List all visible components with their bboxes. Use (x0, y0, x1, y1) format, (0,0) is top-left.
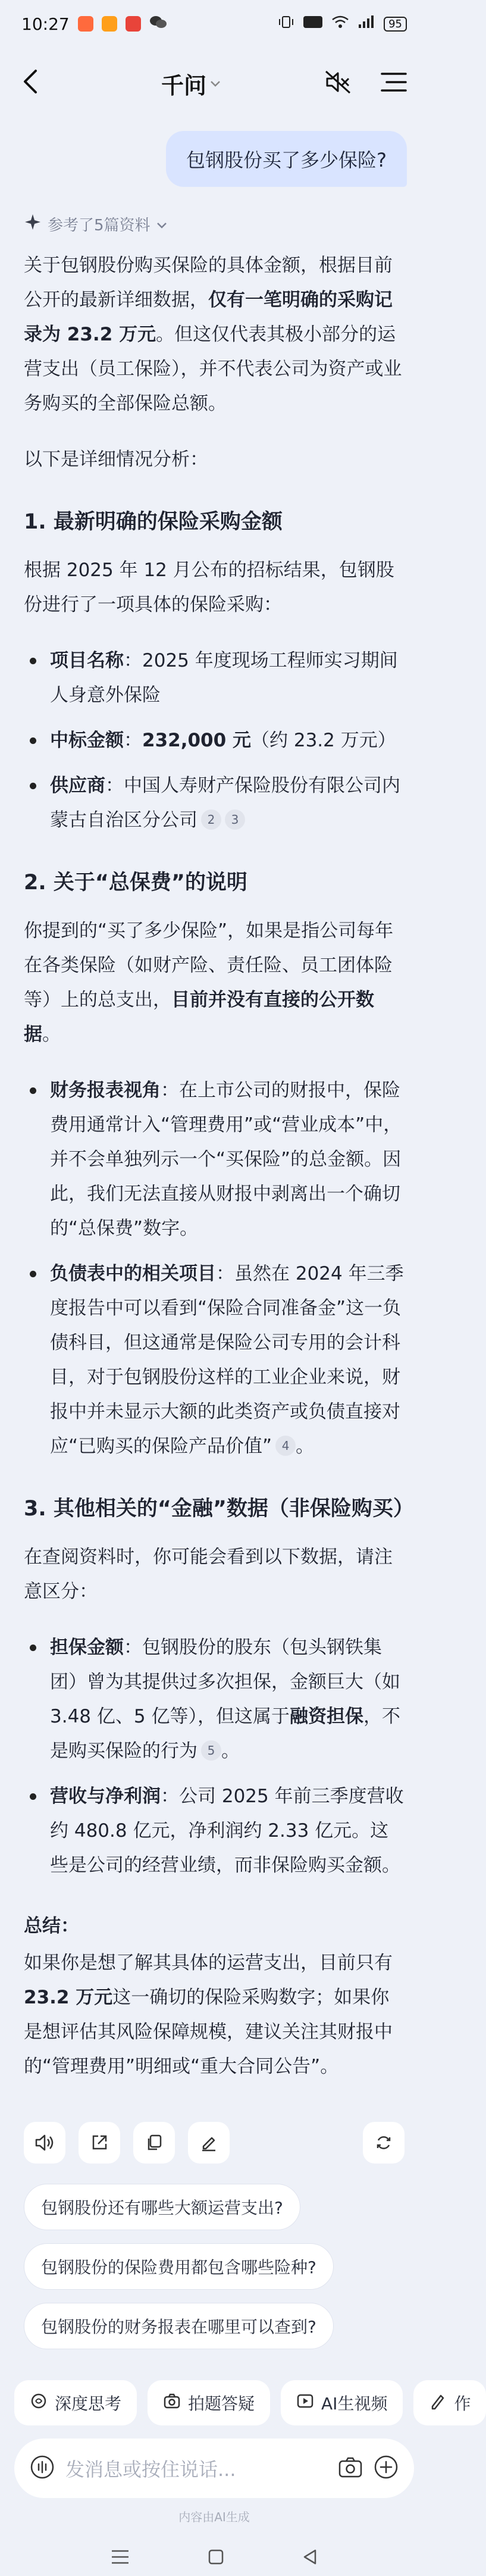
answer-actions (0, 2105, 428, 2164)
wifi-icon (331, 15, 349, 33)
list-item-label: 负债表中的相关项目 (50, 1263, 216, 1284)
pen-icon (429, 2392, 447, 2414)
wechat-icon (149, 14, 167, 34)
app-notification-icon (78, 16, 93, 32)
summary-text (24, 1946, 405, 2084)
section-2-list (24, 1073, 405, 1464)
suggested-question[interactable]: 包钢股份的保险费用都包含哪些险种? (24, 2243, 334, 2290)
read-aloud-button[interactable] (24, 2122, 65, 2164)
list-item-sep: ： (216, 1263, 234, 1284)
edit-button[interactable] (188, 2122, 230, 2164)
list-item (24, 768, 405, 837)
edit-icon (200, 2134, 218, 2152)
system-back-button[interactable] (301, 2548, 319, 2568)
video-icon (296, 2392, 314, 2414)
menu-icon (109, 2549, 131, 2565)
section-1-heading: 1. 最新明确的保险采购金额 (24, 510, 283, 534)
section-3-list (24, 1630, 405, 1883)
assistant-answer (0, 235, 428, 2084)
tool-label: 深度思考 (55, 2394, 122, 2414)
section-3-heading: 3. 其他相关的“金融”数据（非保险购买） (24, 1497, 414, 1521)
suggested-question[interactable]: 包钢股份的财务报表在哪里可以查到? (24, 2303, 334, 2349)
home-button[interactable] (207, 2548, 225, 2568)
list-item (24, 1256, 405, 1464)
regenerate-button[interactable] (363, 2122, 405, 2164)
summary-text-tail: 这一确切的保险采购数字；如果你是想评估其风险保障规模，建议关注其财报中的“管理费用”明细或“重大合同公告”。 (24, 1987, 393, 2077)
list-item-bold: 融资担保 (289, 1706, 363, 1727)
chevron-down-icon (210, 76, 221, 91)
chat-title-text: 千问 (161, 72, 206, 99)
chevron-down-icon (156, 215, 167, 233)
recents-button[interactable] (109, 2549, 131, 2568)
mute-button[interactable] (325, 70, 351, 96)
battery-level: 95 (384, 17, 407, 32)
summary-heading: 总结： (24, 1915, 79, 1937)
menu-icon (381, 71, 407, 93)
tool-deep-think[interactable] (14, 2380, 137, 2425)
back-button[interactable] (21, 64, 57, 103)
tool-writing[interactable] (413, 2380, 486, 2425)
section-2-heading: 2. 关于“总保费”的说明 (24, 871, 247, 895)
suggested-questions (0, 2164, 428, 2349)
list-item-sep: ： (124, 1637, 142, 1658)
deep-think-icon (30, 2392, 48, 2414)
list-item-sep: ： (161, 1080, 179, 1101)
system-nav-bar (0, 2525, 428, 2576)
list-item-text: 2025 年度现场工程师实习期间人身意外保险 (50, 650, 398, 706)
answer-intro-text-2: 。但这仅代表其极小部分的运营支出（员工保险），并不代表公司为资产或业务购买的全部保险总额。 (24, 324, 402, 414)
speaker-icon (35, 2134, 55, 2152)
status-time: 10:27 (21, 14, 70, 34)
tool-ai-video[interactable] (281, 2380, 403, 2425)
message-input-bar (14, 2439, 414, 2498)
summary-text-part: 如果你是想了解其具体的运营支出，目前只有 (24, 1952, 393, 1974)
list-item-sep: ： (161, 1786, 179, 1807)
list-item-label: 担保金额 (50, 1637, 124, 1658)
list-item-label: 项目名称 (50, 650, 124, 671)
message-input[interactable]: 发消息或按住说话... (65, 2458, 236, 2481)
list-item (24, 643, 405, 712)
tool-photo-answer[interactable] (148, 2380, 270, 2425)
status-bar (0, 0, 428, 48)
list-item-label: 营收与净利润 (50, 1786, 161, 1807)
camera-button[interactable] (338, 2456, 363, 2481)
tool-bar (0, 2349, 471, 2425)
user-message-bubble[interactable]: 包钢股份买了多少保险? (166, 131, 407, 187)
list-item-label: 供应商 (50, 775, 105, 796)
top-nav (0, 48, 428, 119)
sparkle-icon (24, 213, 42, 235)
list-item-text: 虽然在 2024 年三季度报告中可以看到“保险合同准备金”这一负债科目，但这通常是保险公司专用的会计科目，对于包钢股份这样的工业企业来说，财报中并未显示大额的此类资产或负债直接对应“已购买的保险产品价值” (50, 1263, 404, 1457)
section-1-list (24, 643, 405, 837)
vibrate-icon (278, 15, 294, 32)
list-item (24, 1779, 405, 1883)
section-1-text: 根据 2025 年 12 月公布的招标结果，包钢股份进行了一项具体的保险采购： (24, 559, 394, 615)
list-item (24, 1630, 405, 1768)
list-item-text: 公司 2025 年前三季度营收约 480.8 亿元，净利润约 2.33 亿元。这些是公司的经营业绩，而非保险购买金额。 (50, 1786, 404, 1876)
voice-icon (30, 2455, 55, 2480)
list-item (24, 1073, 405, 1246)
chevron-left-icon (21, 68, 39, 95)
analysis-lead: 以下是详细情况分析： (24, 449, 208, 470)
references-label: 参考了5篇资料 (48, 217, 150, 235)
chat-title[interactable] (161, 67, 221, 100)
share-button[interactable] (79, 2122, 120, 2164)
triangle-back-icon (301, 2548, 319, 2566)
app-notification-icon (102, 16, 117, 32)
list-item-sep: ： (105, 775, 124, 796)
list-item-text-2: ，不是购买保险的行为 (50, 1706, 400, 1762)
tool-label: AI生视频 (321, 2394, 388, 2414)
list-item-text: （约 23.2 万元） (251, 730, 396, 751)
answer-intro (24, 248, 405, 421)
voice-input-button[interactable] (30, 2455, 55, 2482)
suggested-question[interactable]: 包钢股份还有哪些大额运营支出? (24, 2184, 300, 2230)
list-item-text: 中国人寿财产保险股份有限公司内蒙古自治区分公司 (50, 775, 400, 831)
section-2-text (24, 914, 405, 1052)
plus-circle-icon (374, 2455, 399, 2480)
list-item-text: 在上市公司的财报中，保险费用通常计入“管理费用”或“营业成本”中，并不会单独列示一个“买保险”的总金额。因此，我们无法直接从财报中剥离出一个确切的“总保费”数字。 (50, 1080, 402, 1239)
citation-badge[interactable]: 5 (201, 1740, 221, 1761)
references-toggle[interactable] (0, 187, 428, 235)
citation-badge[interactable]: 3 (225, 809, 245, 830)
section-3-text: 在查阅资料时，你可能会看到以下数据，请注意区分： (24, 1546, 393, 1602)
summary-bold: 23.2 万元 (24, 1987, 113, 2008)
refresh-icon (375, 2134, 393, 2152)
copy-icon (145, 2134, 163, 2152)
list-item-bold-value: 232,000 元 (142, 730, 251, 751)
tool-label: 拍题答疑 (188, 2394, 255, 2414)
camera-icon (338, 2456, 363, 2478)
app-notification-icon (126, 16, 141, 32)
ai-generated-note: 内容由AI生成 (178, 2510, 250, 2524)
list-item-text: 包钢股份的股东（包头钢铁集团）曾为其提供过多次担保，金额巨大（如 3.48 亿、5 亿等），但这属于 (50, 1637, 400, 1727)
copy-button[interactable] (133, 2122, 175, 2164)
list-item-tail: 。 (221, 1740, 240, 1762)
section-2-text-tail: 。 (42, 1024, 61, 1045)
list-item-label: 中标金额 (50, 730, 124, 751)
add-button[interactable] (374, 2455, 399, 2482)
menu-button[interactable] (381, 71, 407, 95)
list-item-sep: ： (124, 650, 142, 671)
answer-intro-bold: 仅有一笔明确的采购记录为 23.2 万元 (24, 289, 393, 345)
signal-icon (358, 15, 375, 33)
citation-badge[interactable]: 2 (201, 809, 221, 830)
list-item-sep: ： (124, 730, 142, 751)
home-square-icon (207, 2548, 225, 2566)
citation-badge[interactable]: 4 (275, 1436, 296, 1456)
camera-icon (163, 2392, 181, 2414)
answer-intro-text: 关于包钢股份购买保险的具体金额，根据目前公开的最新详细数据， (24, 255, 393, 311)
section-2-bold: 目前并没有直接的公开数据 (24, 989, 374, 1045)
tool-label: 作 (454, 2394, 471, 2414)
speaker-muted-icon (325, 70, 351, 94)
hd-icon (303, 15, 323, 32)
list-item-tail: 。 (296, 1436, 315, 1457)
section-2-text-part: 你提到的“买了多少保险”，如果是指公司每年在各类保险（如财产险、责任险、员工团体险等）上的总支出， (24, 920, 394, 1011)
share-icon (90, 2134, 108, 2152)
list-item-label: 财务报表视角 (50, 1080, 161, 1101)
list-item (24, 723, 405, 758)
